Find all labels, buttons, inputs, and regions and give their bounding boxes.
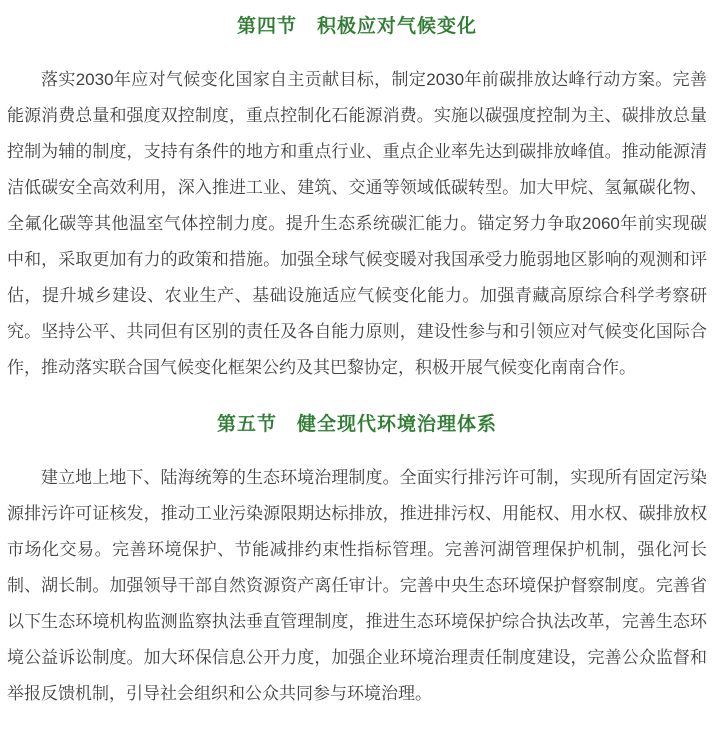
section-paragraph-climate-action: 落实2030年应对气候变化国家自主贡献目标，制定2030年前碳排放达峰行动方案。完善能源消费总量和强度双控制度，重点控制化石能源消费。实施以碳强度控制为主、碳排放总量控制为辅的制度，支持有条件的地方和重点行业、重点企业率先达到碳排放峰值。推动能源清洁低碳安全高效利用，深入推进工业、建筑、交通等领域低碳转型。加大甲烷、氢氟碳化物、全氟化碳等其他温室气体控制力度。提升生态系统碳汇能力。锚定努力争取2060年前实现碳中和，采取更加有力的政策和措施。加强全球气候变暖对我国承受力脆弱地区影响的观测和评估，提升城乡建设、农业生产、基础设施适应气候变化能力。加强青藏高原综合科学考察研究。坚持公平、共同但有区别的责任及各自能力原则，建设性参与和引领应对气候变化国际合作，推动落实联合国气候变化框架公约及其巴黎协定，积极开展气候变化南南合作。 xyxy=(7,70,707,377)
section-environment-governance xyxy=(7,412,707,712)
section-heading-climate-action: 第四节 积极应对气候变化 xyxy=(236,16,477,37)
section-climate-action xyxy=(7,14,707,386)
section-paragraph-environment-governance: 建立地上地下、陆海统筹的生态环境治理制度。全面实行排污许可制，实现所有固定污染源排污许可证核发，推动工业污染源限期达标排放，推进排污权、用能权、用水权、碳排放权市场化交易。完善环境保护、节能减排约束性指标管理。完善河湖管理保护机制，强化河长制、湖长制。加强领导干部自然资源资产离任审计。完善中央生态环境保护督察制度。完善省以下生态环境机构监测监察执法垂直管理制度，推进生态环境保护综合执法改革，完善生态环境公益诉讼制度。加大环保信息公开力度，加强企业环境治理责任制度建设，完善公众监督和举报反馈机制，引导社会组织和公众共同参与环境治理。 xyxy=(7,468,707,703)
section-heading-environment-governance: 第五节 健全现代环境治理体系 xyxy=(216,414,497,435)
